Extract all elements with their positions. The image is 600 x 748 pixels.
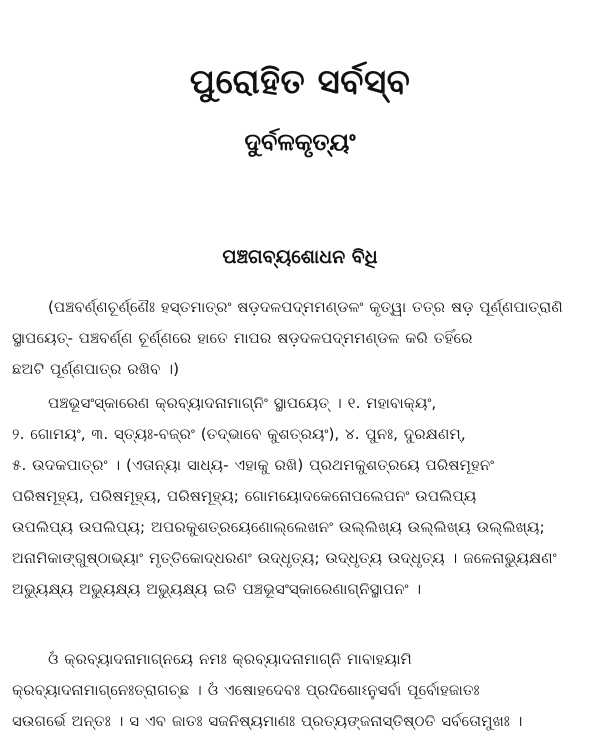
page-title: ପୁରୋହିତ ସର୍ବସ୍ବ: [189, 62, 411, 102]
paragraph-line: ସଉଗର୍ଭେ ଅନ୍ତଃ । ସ ଏବ ଜାତଃ ସଜନିଷ୍ୟମାଣଃ ପ୍ରତ୍ୟଙ୍ଜନାସ୍ତିଷ୍ଠତି ସର୍ବତୋମୁଖଃ ।: [12, 712, 523, 730]
section-heading: ପଞ୍ଚଗବ୍ୟଶୋଧନ ବିଧି: [222, 246, 378, 268]
chapter-subtitle: ଦୁର୍ବଳକୃତ୍ୟଂ: [244, 128, 356, 156]
paragraph-line: ଛଅଟି ପୂର୍ଣ୍ଣପାତ୍ର ରଖିବ ।): [12, 360, 180, 378]
paragraph-invocation: [12, 644, 586, 737]
paragraph-line: ପଞ୍ଚଭୂସଂସ୍କାରେଣ କ୍ରବ୍ୟାଦନାମାଗ୍ନିଂ ସ୍ଥାପୟେତ୍ । ୧. ମହାବାକ୍ୟଂ,: [48, 394, 437, 412]
paragraph-line: କ୍ରବ୍ୟାଦନାମାଗ୍ନେଃତ୍ରାଗଚ୍ଛ । ଓଁ ଏଷୋହଦେବଃ ପ୍ରଦିଶୋଽନୁସର୍ବା ପୂର୍ବୋହଜାତଃ: [12, 681, 480, 699]
paragraph-line: ଅଭ୍ୟୁକ୍ଷ୍ୟ ଅଭ୍ୟୁକ୍ଷ୍ୟ ଅଭ୍ୟୁକ୍ଷ୍ୟ ଇତି ପଞ୍ଚଭୂସଂସ୍କାରେଣାଗ୍ନିସ୍ଥାପନଂ ।: [12, 580, 422, 598]
paragraph-line: ଉପଲିପ୍ୟ ଉପଲିପ୍ୟ; ଅପରକୁଶତ୍ରୟେଣୋଲ୍ଲେଖନଂ ଉଲ୍ଲିଖ୍ୟ ଉଲ୍ଲିଖ୍ୟ ଉଲ୍ଲିଖ୍ୟ;: [12, 518, 545, 536]
paragraph-instruction: [12, 292, 586, 385]
paragraph-line: ୫. ଉଦକପାତ୍ରଂ । (ଏତାନ୍ୟା ସାଧ୍ୟ- ଏହାକୁ ରଖି) ପ୍ରଥମକୁଶତ୍ରୟେ ପରିଷମୂହନଂ: [12, 456, 495, 474]
paragraph-line: ପରିଷମୂହ୍ୟ, ପରିଷମୂହ୍ୟ, ପରିଷମୂହ୍ୟ; ଗୋମୟୋଦକେନୋପଲେପନଂ ଉପଲିପ୍ୟ: [12, 487, 477, 505]
paragraph-line: ଓଁ କ୍ରବ୍ୟାଦନାମାଗ୍ନୟେ ନମଃ କ୍ରବ୍ୟାଦନାମାଗ୍ନି ମାବାହୟାମି: [48, 650, 412, 668]
paragraph-line: (ପଞ୍ଚବର୍ଣ୍ଣଚୂର୍ଣ୍ଣୈଃ ହସ୍ତମାତ୍ରଂ ଷଡ଼ଦଳପଦ୍ମମଣ୍ଡଳଂ କୃତ୍ୱା ତତ୍ର ଷଡ଼ ପୂର୍ଣ୍ଣପାତ୍ରାଣି: [48, 298, 563, 316]
paragraph-ritual-steps: [12, 388, 586, 605]
paragraph-line: ୨. ଗୋମୟଂ, ୩. ସ୍ତ୍ୟଃ-ବଜ୍ରଂ (ତଦ୍‌ଭାବେ କୁଶତ୍ରୟଂ), ୪. ପୁନଃ, ଦୁରକ୍ଷଣମ୍,: [12, 425, 466, 443]
paragraph-line: ସ୍ଥାପୟେତ୍- ପଞ୍ଚବର୍ଣ୍ଣ ଚୂର୍ଣ୍ଣରେ ହାତେ ମାପର ଷଡ଼ଦଳପଦ୍ମମଣ୍ଡଳ କରି ତହିଁରେ: [12, 329, 473, 347]
paragraph-line: ଅନାମିକାଙ୍ଗୁଷ୍ଠାଭ୍ୟାଂ ମୃତ୍ତିକୋଦ୍ଧରଣଂ ଉଦ୍ଧୃତ୍ୟ; ଉଦ୍ଧୃତ୍ୟ ଉଦ୍ଧୃତ୍ୟ । ଜଳେନାଭ୍ୟୁକ୍ଷଣଂ: [12, 549, 557, 567]
